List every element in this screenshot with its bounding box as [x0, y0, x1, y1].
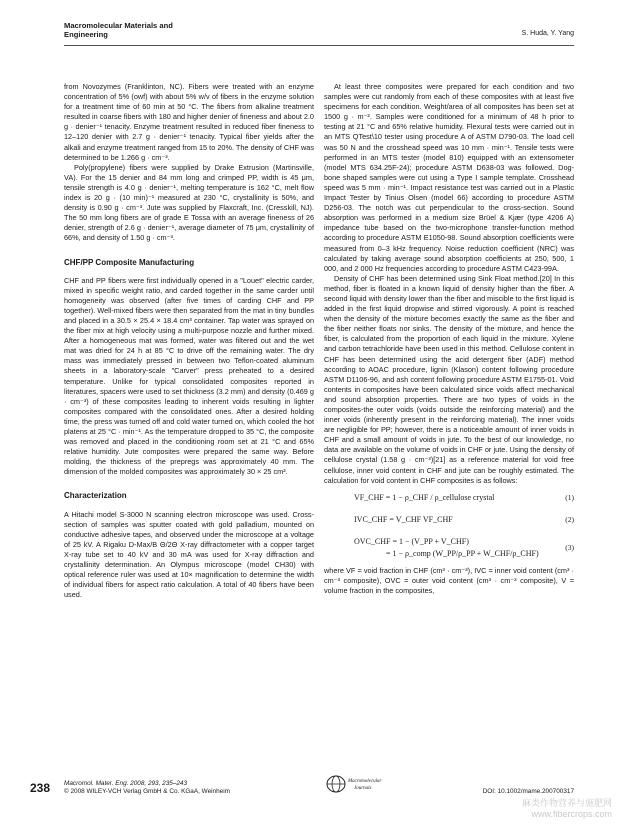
copyright-line: © 2008 WILEY-VCH Verlag GmbH & Co. KGaA, Weinheim [64, 788, 230, 796]
logo-text-1: Macromolecular [348, 779, 382, 784]
section-heading: CHF/PP Composite Manufacturing [64, 257, 195, 267]
left-column [64, 82, 314, 600]
equation-text: IVC_CHF = V_CHF VF_CHF [354, 514, 453, 524]
watermark [462, 798, 612, 820]
journal-name: Macromolecular Materials and Engineering [64, 21, 173, 39]
page-number: 238 [30, 781, 51, 795]
paragraph: Poly(propylene) fibers were supplied by Drake Extrusion (Martinsville, VA). For the 15 denier and 84 mm long and crimped PP, width is 45 μm, tensile strength is 4.0 g · denier⁻¹, melting temperature is 162 °C, melt flow index is 20 g · (10 min)⁻¹ measured at 230 °C, crystallinity is 50%, and density is 0.90 g · cm⁻³. Jute was supplied by Flaxcraft, Inc. (Cresskill, NJ). The 50 mm long fibers are of grade E Tossa with an average fineness of 26 denier, strength of 2.6 g · denier⁻¹, average diameter of 75 μm, crystallinity of 66%, and density of 1.50 g · cm⁻³. [64, 162, 314, 243]
paragraph: from Novozymes (Franklinton, NC). Fibers were treated with an enzyme concentration of 5% (owf) with about 5% w/v of fibers in the enzyme solution for a treatment time of 60 min at 50 °C. The fibers from alkaline treatment resulted in coarse fibers with 180 and higher denier of fineness and about 2.0 g · denier⁻¹ tenacity. Enzyme treatment resulted in reduced fiber fineness to 12–120 denier with 2.7 g · denier⁻¹ tenacity. Typical fiber yields after the alkali and enzyme treatment ranged from 15 to 20%. The density of CHF was determined to be 1.266 g · cm⁻³. [64, 82, 314, 162]
watermark-url: www.fibercrops.com [531, 809, 612, 819]
paragraph: Density of CHF has been determined using Sink Float method.[20] In this method, fiber is floated in a known liquid of density higher than the fiber. A second liquid with density lower than the fiber and miscible to the first liquid is added in the first liquid dropwise and stirred vigorously. A point is reached when the density of the mixture becomes exactly the same as the fiber and the fiber neither floats nor sinks. The density of the mixture, and hence the fiber, is calculated from the proportion of each liquid in the mixture. Xylene and carbon tetrachloride have been used in this method. Cellulose content in CHF has been determined using the acid detergent fiber (ADF) method according to AOAC procedure, lignin (Klason) content following procedure ASTM D1106-96, and ash content following procedure ASTM E1755-01. Void contents in composites have been calculated since voids affect mechanical and sound absorption properties. There are two types of voids in the composites-the outer voids (voids outside the reinforcing material) and the inner voids (inherently present in the reinforcing material). The inner voids are negligible for PP; however, there is a noticeable amount of inner voids in CHF and a small amount of voids in jute. To the best of our knowledge, no data are available on the volume of voids in CHF or jute. Using the density of cellulose crystal (1.58 g · cm⁻³)[21] as a reference material for void free cellulose, inner void content in CHF and jute can be roughly estimated. The calculation for void content in CHF composites is as follows: [324, 273, 574, 485]
paragraph: At least three composites were prepared for each condition and two samples were cut randomly from each of these composites with at least five specimens for each condition. Weight/area of all composites has been set at 1500 g · m⁻². Samples were conditioned for a minimum of 48 h prior to testing at 21 °C and 65% relative humidity. Flexural tests were carried out in an MTS QTest\10 tester using procedure A of ASTM D790-03. The load cell was 50 N and the crosshead speed was 10 mm · min⁻¹. Tensile tests were performed in an MTS tester (model 810) equipped with an extensometer (model MTS 634.25F-24); procedure ASTM D638-03 was followed. Dog-bone shaped samples were cut using a Type I sample template. Crosshead speed was 5 mm · min⁻¹. Impact resistance test was carried out in a Plastic Impact Tester by Tinius Olsen (model 66) according to procedure ASTM D256-03. The notch was cut perpendicular to the cross-section. Sound absorption was performed in a medium size Brüel & Kjær (type 4206 A) impedance tube based on the two-microphone transfer-function method according to procedure ASTM E1050-98. Sound absorption coefficients were measured from 0–3 kHz frequency. Noise reduction coefficient (NRC) was calculated by taking average sound absorption coefficients at 250, 500, 1 000, and 2 000 Hz frequencies according to procedure ASTM C423-99A. [324, 82, 574, 273]
journal-logo-icon [322, 770, 382, 796]
equation-text: = 1 − ρ_comp (W_PP/ρ_PP + W_CHF/ρ_CHF) [386, 548, 539, 558]
equation-number: (1) [565, 492, 574, 502]
equation-number: (2) [565, 514, 574, 524]
author-names: S. Huda, Y. Yang [521, 30, 574, 37]
citation [64, 780, 230, 797]
paragraph: CHF and PP fibers were first individually opened in a "Louet" electric carder, mixed in specific weight ratio, and carded together in the same carder until homogeneity was observed (after five times of carding CHF and PP together). Well-mixed fibers were then separated from the mat in tiny bundles and placed in a 30.5 × 25.4 × 18.4 cm³ container. Tap water was sprayed on the fiber mix at high velocity using a multi-purpose nozzle and further mixed. After a homogeneous mat was formed, water was filtered out and the wet mat was dried for 24 h at 85 °C to drive off the remaining water. The dry mass was immediately pressed in between two Teflon-coated aluminum sheets in a laboratory-scale "Carver" press preheated to a desired temperature. Unlike for typical consolidated composites reported in literatures, spacers were used to set thickness (3.2 mm) and density (0.469 g · cm⁻³) of these composites leading to inherent voids resulting in lighter composites compared with the consolidated ones. After a desired holding time, the press was turned off and cold water turned on, which cooled the hot platens at 25 °C · min⁻¹. As the temperature dropped to 35 °C, the composite was removed and placed in the conditioning room set at 21 °C and 65% relative humidity. Jute composites were prepared the same way. Before molding, the thickness of the prepregs was approximately 40 mm. The dimension of the molded composites was approximately 30 × 25 cm². [64, 275, 314, 477]
section-heading: Characterization [64, 491, 127, 501]
header-rule [64, 45, 574, 46]
equation-1 [324, 490, 574, 508]
page-footer [30, 768, 574, 798]
equation-3 [324, 534, 574, 562]
doi: DOI: 10.1002/mame.200700317 [482, 788, 574, 795]
paragraph: where VF = void fraction in CHF (cm³ · cm⁻³), IVC = inner void content (cm³ · cm⁻³ composite), OVC = outer void content (cm³ · cm⁻³ composite), V = volume fraction in the composites, [324, 565, 574, 595]
equation-text: OVC_CHF = 1 − (V_PP + V_CHF) [354, 536, 469, 546]
equation-text: VF_CHF = 1 − ρ_CHF / ρ_cellulose crystal [354, 492, 495, 502]
watermark-chinese: 麻类作物营养与施肥网 [521, 798, 612, 808]
citation-line: Macromol. Mater. Eng. 2008, 293, 235–243 [64, 780, 188, 787]
paragraph: A Hitachi model S-3000 N scanning electron microscope was used. Cross-section of samples was sputter coated with gold palladium, mounted on conductive adhesive tapes, and observed under the microscope at a voltage of 25 kV. A Rigaku D-Max/B Θ/2Θ X-ray diffractometer with a copper target X-ray tube set to 40 kV and 30 mA was used for X-ray diffraction and crystallinity determination. An Olympus microscope (model CH30) with optical reference ruler was used at 10× magnification to determine the width of individual fibers for aspect ratio calculation. A total of 40 fibers have been used. [64, 509, 314, 600]
running-header [64, 21, 574, 45]
journal-logo [322, 770, 382, 796]
right-column [324, 82, 574, 596]
logo-text-2: Journals [354, 786, 372, 791]
equation-2 [324, 512, 574, 530]
equation-number: (3) [565, 542, 574, 552]
